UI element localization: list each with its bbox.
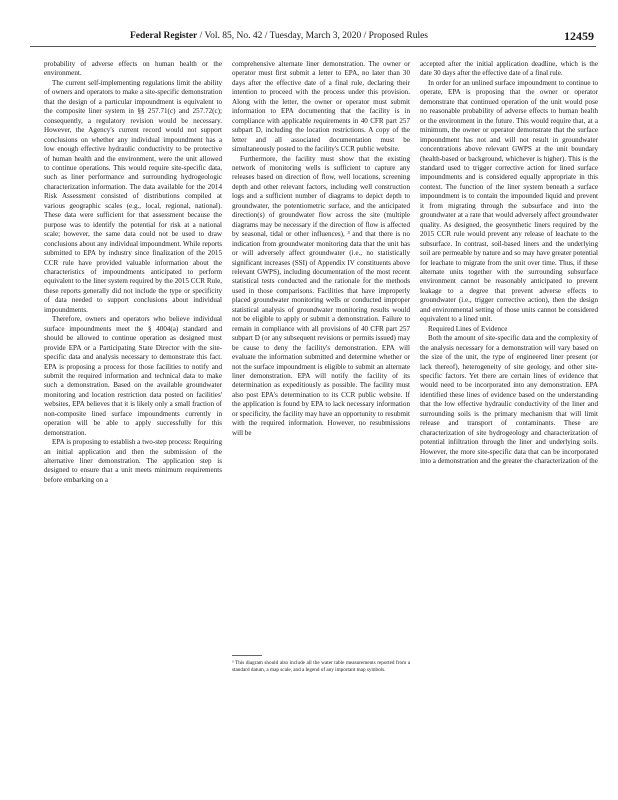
text-column-1	[44, 60, 222, 785]
body-paragraph: The current self-implementing regulations limit the ability of owners and operators to make a site-specific demonstration that the design of a particular impoundment is equivalent to the composite liner system in §§ 257.71(c) and 257.72(c); consequently, a regulatory revision would be necessary. However, the Agency's current record would not support conclusions on whether any individual impoundment has a low enough effective hydraulic conductivity to be protective of human health and the environment, were the unit allowed to continue operations. This would require site-specific data, such as liner performance and surrounding hydrogeologic characterization information. The data available for the 2014 Risk Assessment consisted of distributions compiled at various geographic scales (e.g., local, regional, national). These data were sufficient for that assessment because the purpose was to identify the potential for risk at a national scale; however, the same data could not be used to draw conclusions about any individual impoundment. While reports submitted to EPA by industry since finalization of the 2015 CCR rule have provided valuable information about the characteristics of impoundments anticipated to perform equivalent to the liner system required by the 2015 CCR Rule, these reports generally did not include the type or specificity of data needed to support conclusions about individual impoundments.	[44, 78, 222, 314]
text-column-3	[420, 60, 598, 785]
body-paragraph: In order for an unlined surface impoundment to continue to operate, EPA is proposing that the owner or operator demonstrate that continued operation of the unit would pose no reasonable probability of adverse effects to human health or the environment in the future. This would require that, at a minimum, the owner or operator demonstrate that the surface impoundment has not and will not result in groundwater concentrations above relevant GWPS at the unit boundary (health-based or background, whichever is higher). This is the standard used to trigger corrective action for lined surface impoundments and is considered equally appropriate in this context. The function of the liner system beneath a surface impoundment is to contain the impounded liquid and prevent it from migrating through the subsurface and into the groundwater at a rate that would adversely affect groundwater quality. As designed, the geosynthetic liners required by the 2015 CCR rule would prevent any release of leachate to the subsurface. In contrast, soil-based liners and the underlying soil are permeable by nature and so may have greater potential for leachate to migrate from the unit over time. Thus, if these alternate units together with the surrounding subsurface environment cannot be reasonably anticipated to prevent leakage to a degree that prevent adverse effects to groundwater (i.e., trigger corrective action), then the design and environmental setting of those units cannot be considered equivalent to a lined unit.	[420, 78, 598, 324]
issue-details: / Vol. 85, No. 42 / Tuesday, March 3, 2020 / Proposed Rules	[199, 31, 429, 41]
footnote-rule	[232, 655, 262, 656]
body-paragraph: Furthermore, the facility must show that the existing network of monitoring wells is sufficient to capture any releases based on direction of flow, well locations, screening depth and other relevant factors, including well construction logs and a sufficient number of diagrams to depict depth to groundwater, the potentiometric surface, and the anticipated direction(s) of groundwater flow across the site (multiple diagrams may be necessary if the direction of flow is affected by seasonal, tidal or other influences), ³ and that there is no indication from groundwater monitoring data that the unit has or will adversely affect groundwater (i.e., no statistically significant increases (SSI) of Appendix IV constituents above relevant GWPS), including documentation of the most recent statistical tests conducted and the rationale for the methods used in those comparisons. Facilities that have improperly placed groundwater monitoring wells or conducted improper statistical analysis of groundwater monitoring results would not be eligible to apply or submit a demonstration. Failure to remain in compliance with all provisions of 40 CFR part 257 subpart D (or any subsequent revisions or permits issued) may be cause to deny the facility's demonstration. EPA will evaluate the information submitted and determine whether or not the surface impoundment is eligible to submit an alternate liner demonstration. EPA will notify the facility of its determination as expeditiously as possible. The facility must also post EPA's determination to its CCR public website. If the application is found by EPA to lack necessary information or specificity, the facility may have an opportunity to resubmit with the required information. However, no resubmissions will be	[232, 154, 410, 437]
header-citation	[130, 31, 428, 41]
footnote: ³ This diagram should also include all the water table measurements reported from a standard datum, a map scale, and a legend of any important map symbols.	[232, 660, 410, 673]
page-header	[30, 30, 596, 47]
body-paragraph: EPA is proposing to establish a two-step process: Requiring an initial application and then the submission of the alternative liner demonstration. The application step is designed to ensure that a unit meets minimum requirements before embarking on a	[44, 438, 222, 484]
body-paragraph: Therefore, owners and operators who believe individual surface impoundments meet the § 4004(a) standard and should be allowed to continue operation as designed must provide EPA or a Participating State Director with the site-specific data and analysis necessary to demonstrate this fact. EPA is proposing a process for those facilities to notify and submit the required information and technical data to make such a demonstration. Based on the available groundwater monitoring and location restriction data posted on facilities' websites, EPA believes that it is likely only a small fraction of non-composite lined surface impoundments currently in operation will be able to apply successfully for this demonstration.	[44, 315, 222, 437]
body-paragraph: probability of adverse effects on human health or the environment.	[44, 60, 222, 78]
page-number: 12459	[564, 29, 594, 43]
body-paragraph: accepted after the initial application deadline, which is the date 30 days after the effective date of a final rule.	[420, 60, 598, 78]
section-heading: Required Lines of Evidence	[428, 324, 508, 333]
body-paragraph: Both the amount of site-specific data and the complexity of the analysis necessary for a demonstration will vary based on the size of the unit, the type of engineered liner present (or lack thereof), heterogeneity of site geology, and other site-specific factors. Yet there are certain lines of evidence that would need to be incorporated into any demonstration. EPA identified these lines of evidence based on the understanding that the low effective hydraulic conductivity of the liner and surrounding soils is the primary mechanism that will limit release and transport of contaminants. These are characterization of site hydrogeology and characterization of potential infiltration through the liner and underlying soils. However, the more site-specific data that can be incorporated into a demonstration and the greater the characterization of the	[420, 334, 598, 466]
text-column-2	[232, 60, 410, 640]
publication-name: Federal Register	[130, 31, 198, 41]
body-paragraph: comprehensive alternate liner demonstration. The owner or operator must first submit a letter to EPA, no later than 30 days after the effective date of a final rule, declaring their intention to proceed with the process under this provision. Along with the letter, the owner or operator must submit information to EPA documenting that the facility is in compliance with applicable requirements in 40 CFR part 257 subpart D, including the location restrictions. A copy of the letter and all associated documentation must be simultaneously posted to the facility's CCR public website.	[232, 60, 410, 154]
